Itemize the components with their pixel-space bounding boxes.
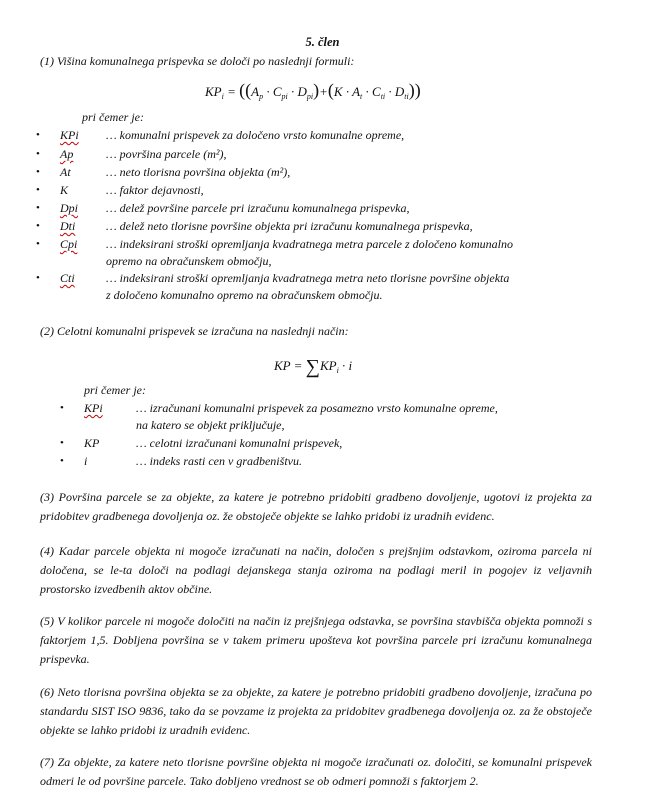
bullet-icon: • [36,184,40,196]
paragraph-2-intro: (2) Celotni komunalni prispevek se izračuna na naslednji način: [40,324,349,338]
paragraph-1-intro: (1) Višina komunalnega prispevka se določi po naslednji formuli: [40,54,355,68]
paragraph-7: (7) Za objekte, za katere neto tlorisne površine objekta ni mogoče izračunati oz. določiti, se komunalni prispevek odmeri le od površine parcele. Tako dobljeno vrednost se ob odmeri pomnoži s faktorjem 2. [40,755,592,788]
formula-2: KP = $\sum KP_i \cdot i$ [274,356,353,378]
definition-text: … indeks rasti cen v gradbeništvu. [136,454,302,468]
definition-text: … indeksirani stroški opremljanja kvadratnega metra parcele z določeno komunalno [106,237,513,251]
definition-text: … faktor dejavnosti, [106,183,204,197]
definition-text: … površina parcele (m²), [106,147,227,161]
symbol-kpi: KPi [60,128,79,142]
definition-text: … indeksirani stroški opremljanja kvadratnega metra neto tlorisne površine objekta [106,271,510,285]
bullet-icon: • [60,455,64,467]
formula-1: $KP_i = ((A_p \cdot C_{pi} \cdot D_{pi})+(K \cdot A_t \cdot C_{ti} \cdot D_{ti}))$ [205,80,421,101]
article-heading: 5. člen [305,35,340,49]
definition-text: … celotni izračunani komunalni prispevek, [136,436,343,450]
symbol-at: At [60,165,71,179]
paragraph-4: (4) Kadar parcele objekta ni mogoče izračunati na način, določen s prejšnjim odstavkom, oziroma parcela ni določena, se le-ta določi na podlagi dejanskega stanja oziroma na podlagi meril in pogojev iz veljavnih prostorsko izvedbenih aktov občine. [40,544,592,596]
definition-text: … komunalni prispevek za določeno vrsto komunalne opreme, [106,128,405,142]
definition-text-cont: na katero se objekt priključuje, [136,418,285,432]
where-label-2: pri čemer je: [84,383,146,397]
bullet-icon: • [36,272,40,284]
definition-text: … delež površine parcele pri izračunu komunalnega prispevka, [106,201,410,215]
definition-text: … neto tlorisna površina objekta (m²), [106,165,291,179]
bullet-icon: • [36,166,40,178]
bullet-icon: • [60,402,64,414]
symbol-dpi: Dpi [60,201,78,215]
symbol-ap: Ap [60,147,74,161]
paragraph-5: (5) V kolikor parcele ni mogoče določiti na način iz prejšnjega odstavka, se površina stavbišča objekta pomnoži s faktorjem 1,5. Dobljena površina se v takem primeru upošteva kot površina parcele pri izračunu komunalnega prispevka. [40,614,592,666]
paragraph-6: (6) Neto tlorisna površina objekta se za objekte, za katere je potrebno pridobiti gradbeno dovoljenje, izračuna po standardu SIST ISO 9836, tako da se povzame iz projekta za pridobitev gradbenega dovoljenja oz. za že obstoječe objekte se lahko pridobi iz uradnih evidenc. [40,685,592,737]
symbol-dti: Dti [60,219,76,233]
symbol-kpi: KPi [84,401,103,415]
where-label-1: pri čemer je: [82,110,144,124]
definition-text: … delež neto tlorisne površine objekta pri izračunu komunalnega prispevka, [106,219,473,233]
symbol-cpi: Cpi [60,237,78,251]
symbol-cti: Cti [60,271,75,285]
definition-text-cont: z določeno komunalno opremo na obračunskem območju. [106,288,383,302]
definition-text: … izračunani komunalni prispevek za posamezno vrsto komunalne opreme, [136,401,498,415]
bullet-icon: • [36,129,40,141]
symbol-k: K [60,183,69,197]
bullet-icon: • [36,238,40,250]
symbol-kp: KP [84,436,100,450]
bullet-icon: • [60,437,64,449]
paragraph-3: (3) Površina parcele se za objekte, za katere je potrebno pridobiti gradbeno dovoljenje, ugotovi iz projekta za pridobitev gradbenega dovoljenja oz. že obstoječe objekte se lahko pridobi iz uradnih evidenc. [40,490,592,523]
definition-text-cont: opremo na obračunskem območju, [106,254,272,268]
bullet-icon: • [36,220,40,232]
symbol-i: i [84,454,88,468]
bullet-icon: • [36,148,40,160]
bullet-icon: • [36,202,40,214]
